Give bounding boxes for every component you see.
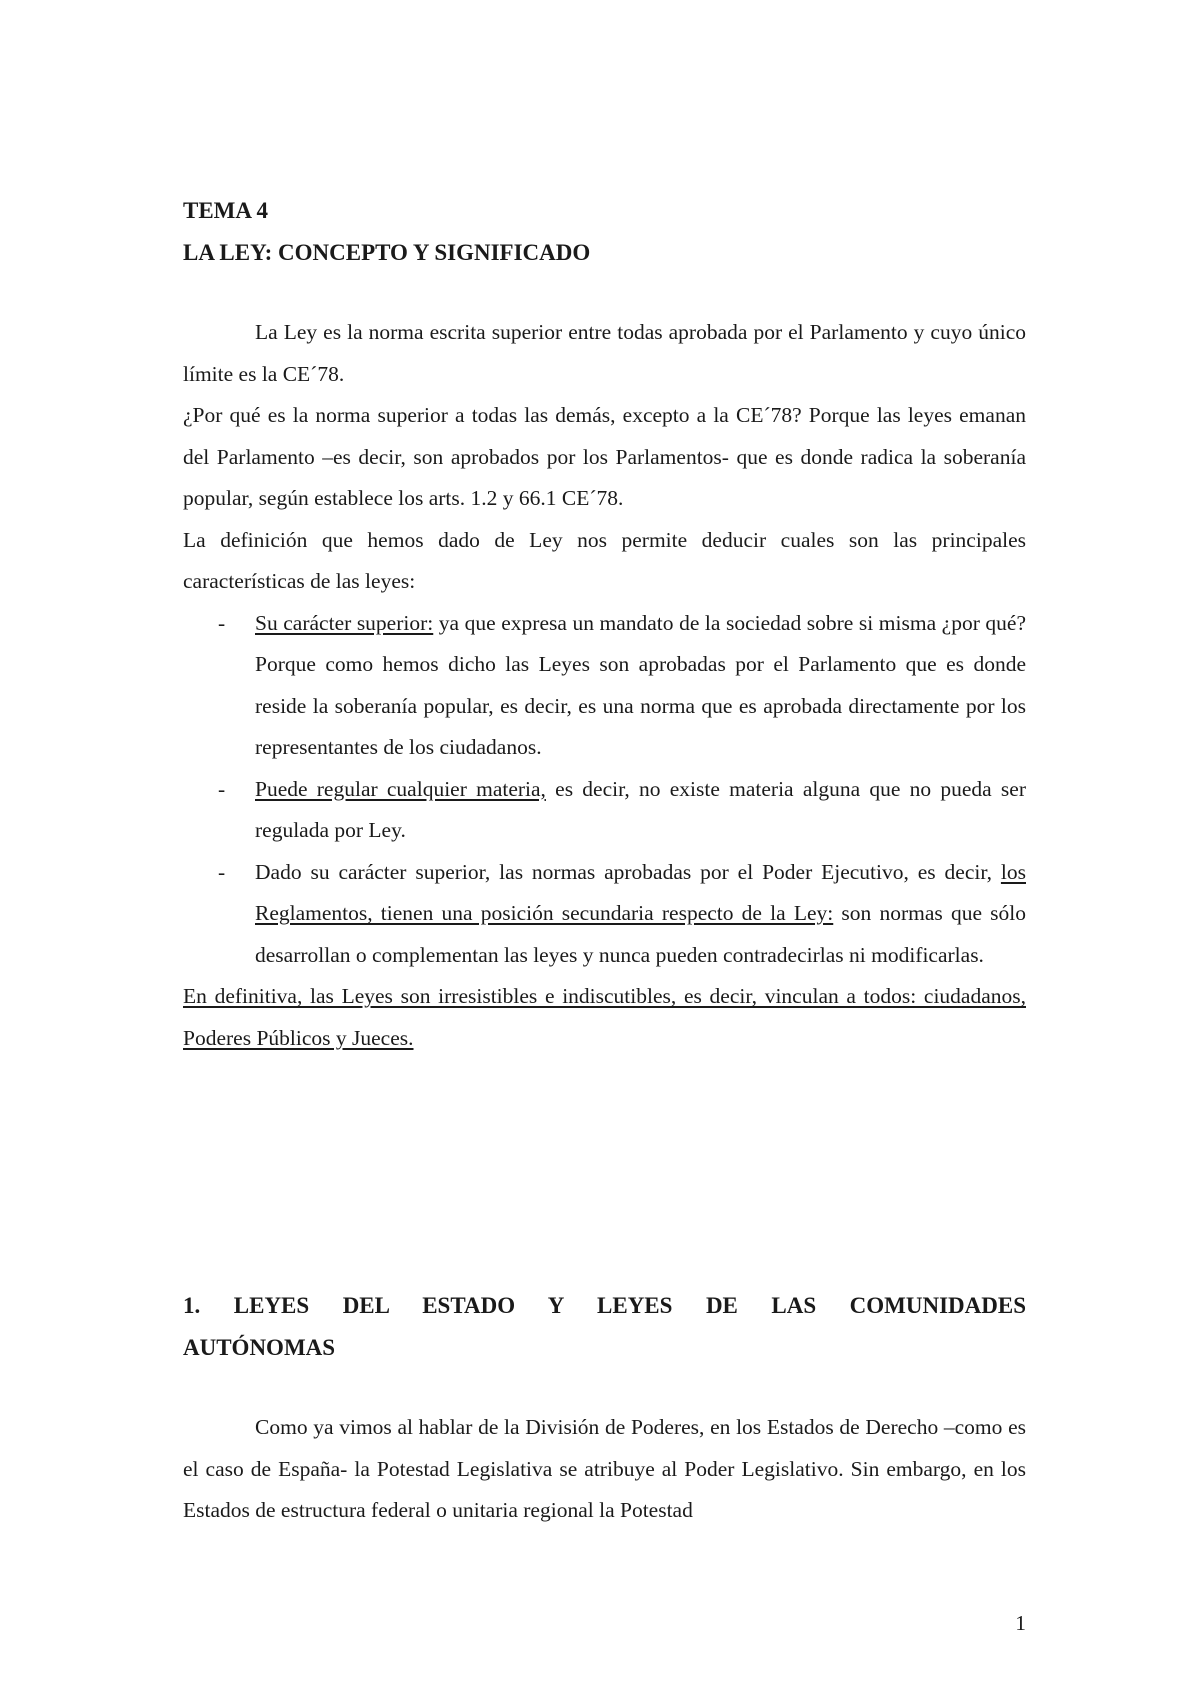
list-dash: - — [218, 859, 226, 884]
document-body — [183, 190, 1026, 1059]
page-number: 1 — [1015, 1611, 1026, 1635]
list-item-text: son normas que sólo desarrollan o complementan las leyes y nunca pueden contradecirlas ni modificarlas. — [255, 901, 1027, 967]
section-paragraph-1: Como ya vimos al hablar de la División de Poderes, en los Estados de Derecho –como es el caso de España- la Potestad Legislativa se atribuye al Poder Legislativo. Sin embargo, en los Estados de estructura federal o unitaria regional la Potestad — [183, 1415, 1026, 1522]
list-dash: - — [218, 610, 226, 635]
list-dash: - — [218, 776, 226, 801]
section-1 — [183, 1285, 1026, 1532]
page-title: LA LEY: CONCEPTO Y SIGNIFICADO — [183, 240, 591, 265]
underlined-phrase: Puede regular cualquier materia, — [255, 776, 546, 801]
list-item — [183, 769, 1026, 852]
list-item — [183, 852, 1026, 977]
list-item-text: Dado su carácter superior, las normas aprobadas por el Poder Ejecutivo, es decir, — [255, 859, 1001, 884]
intro-paragraph-3: La definición que hemos dado de Ley nos permite deducir cuales son las principales características de las leyes: — [183, 527, 1026, 593]
intro-paragraph-2: ¿Por qué es la norma superior a todas las demás, excepto a la CE´78? Porque las leyes emanan del Parlamento –es decir, son aprobados por los Parlamentos- que es donde radica la soberanía popular, según establece los arts. 1.2 y 66.1 CE´78. — [183, 403, 1026, 510]
intro-section — [183, 312, 1026, 1059]
characteristics-list — [183, 603, 1026, 977]
list-item-text: ya que expresa un mandato de la sociedad sobre si misma ¿por qué? Porque como hemos dicho las Leyes son aprobadas por el Parlamento que es donde reside la soberanía popular, es decir, es una norma que es aprobada directamente por los representantes de los ciudadanos. — [255, 610, 1027, 759]
intro-paragraph-1: La Ley es la norma escrita superior entre todas aprobada por el Parlamento y cuyo único límite es la CE´78. — [183, 320, 1026, 386]
list-item-text: es decir, no existe materia alguna que no pueda ser regulada por Ley. — [255, 776, 1026, 842]
tema-label: TEMA 4 — [183, 198, 268, 223]
underlined-phrase: los Reglamentos, tienen una posición secundaria respecto de la Ley: — [255, 859, 1026, 925]
section-body — [183, 1407, 1026, 1532]
list-item — [183, 603, 1026, 769]
section-heading: 1. LEYES DEL ESTADO Y LEYES DE LAS COMUNIDADES AUTÓNOMAS — [183, 1293, 1026, 1360]
underlined-phrase: Su carácter superior: — [255, 610, 434, 635]
conclusion-paragraph: En definitiva, las Leyes son irresistibles e indiscutibles, es decir, vinculan a todos: ciudadanos, Poderes Públicos y Jueces. — [183, 984, 1026, 1050]
